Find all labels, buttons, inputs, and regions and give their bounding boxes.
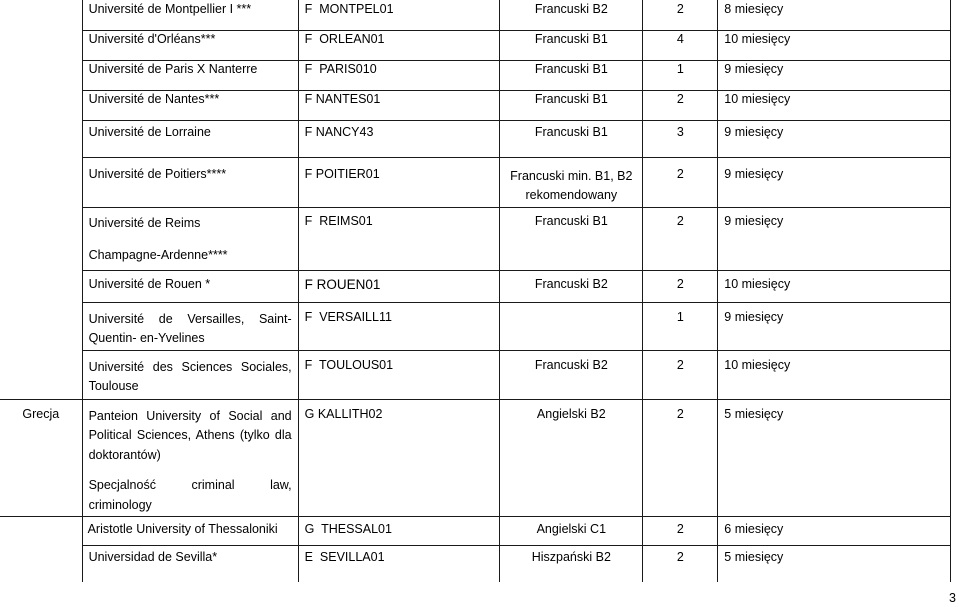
table-row xyxy=(0,30,951,60)
code-cell: F NANCY43 xyxy=(298,120,500,157)
country-cell xyxy=(0,516,82,545)
country-cell xyxy=(0,157,82,207)
university-line: Université des Sciences Sociales, xyxy=(88,359,292,374)
duration-cell: 9 miesięcy xyxy=(718,120,951,157)
places-cell: 2 xyxy=(643,0,718,30)
language-cell: Francuski B2 xyxy=(500,270,643,302)
country-cell: Grecja xyxy=(0,399,82,516)
language-cell: Francuski B2 xyxy=(500,0,643,30)
university-cell xyxy=(82,207,298,270)
page-number: 3 xyxy=(949,591,956,605)
country-cell xyxy=(0,207,82,270)
places-cell: 1 xyxy=(643,302,718,350)
places-cell: 2 xyxy=(643,157,718,207)
language-line: Francuski min. B1, B2 xyxy=(510,168,633,183)
code-cell: F ROUEN01 xyxy=(298,270,500,302)
duration-cell: 9 miesięcy xyxy=(718,157,951,207)
table-row xyxy=(0,0,951,30)
code-cell: F PARIS010 xyxy=(298,60,500,90)
country-cell xyxy=(0,60,82,90)
university-cell xyxy=(82,302,298,350)
table-row xyxy=(0,207,951,270)
language-line: rekomendowany xyxy=(525,187,618,202)
places-cell: 2 xyxy=(643,399,718,516)
university-cell: Université de Paris X Nanterre xyxy=(82,60,298,90)
duration-cell: 10 miesięcy xyxy=(718,350,951,399)
code-cell: G THESSAL01 xyxy=(298,516,500,545)
duration-cell: 5 miesięcy xyxy=(718,545,951,582)
university-cell: Universidad de Sevilla* xyxy=(82,545,298,582)
table-row xyxy=(0,302,951,350)
university-cell: Université de Lorraine xyxy=(82,120,298,157)
places-cell: 2 xyxy=(643,270,718,302)
language-cell xyxy=(500,157,643,207)
places-cell: 2 xyxy=(643,350,718,399)
code-cell: F NANTES01 xyxy=(298,90,500,120)
table-row xyxy=(0,545,951,582)
code-cell: F TOULOUS01 xyxy=(298,350,500,399)
code-cell: F MONTPEL01 xyxy=(298,0,500,30)
language-cell: Francuski B2 xyxy=(500,350,643,399)
duration-cell: 9 miesięcy xyxy=(718,207,951,270)
places-cell: 4 xyxy=(643,30,718,60)
code-cell: F POITIER01 xyxy=(298,157,500,207)
code-cell: F REIMS01 xyxy=(298,207,500,270)
country-cell xyxy=(0,350,82,399)
duration-cell: 9 miesięcy xyxy=(718,60,951,90)
table-row xyxy=(0,350,951,399)
code-cell: F VERSAILL11 xyxy=(298,302,500,350)
language-cell: Hiszpański B2 xyxy=(500,545,643,582)
university-line: Toulouse xyxy=(88,378,139,393)
specialty-note: criminology xyxy=(88,497,152,512)
places-cell: 2 xyxy=(643,545,718,582)
code-cell: G KALLITH02 xyxy=(298,399,500,516)
country-cell xyxy=(0,90,82,120)
university-line: doktorantów) xyxy=(88,447,161,462)
specialty-note: Specjalność criminal law, xyxy=(88,478,292,492)
university-line: Quentin- en-Yvelines xyxy=(88,330,205,345)
table-row xyxy=(0,60,951,90)
country-cell xyxy=(0,0,82,30)
language-cell: Francuski B1 xyxy=(500,120,643,157)
language-cell: Angielski B2 xyxy=(500,399,643,516)
university-line: Panteion University of Social and xyxy=(88,408,292,423)
places-cell: 3 xyxy=(643,120,718,157)
table-row xyxy=(0,516,951,545)
university-cell: Aristotle University of Thessaloniki xyxy=(82,516,298,545)
university-line: Political Sciences, Athens (tylko dla xyxy=(88,428,292,442)
duration-cell: 10 miesięcy xyxy=(718,30,951,60)
language-cell: Francuski B1 xyxy=(500,60,643,90)
university-cell: Université de Rouen * xyxy=(82,270,298,302)
places-cell: 2 xyxy=(643,516,718,545)
university-cell: Université de Nantes*** xyxy=(82,90,298,120)
country-cell xyxy=(0,270,82,302)
university-line: Champagne-Ardenne**** xyxy=(88,247,228,262)
language-cell: Francuski B1 xyxy=(500,207,643,270)
duration-cell: 8 miesięcy xyxy=(718,0,951,30)
duration-cell: 6 miesięcy xyxy=(718,516,951,545)
table-row xyxy=(0,157,951,207)
places-cell: 2 xyxy=(643,207,718,270)
duration-cell: 10 miesięcy xyxy=(718,90,951,120)
language-cell: Francuski B1 xyxy=(500,30,643,60)
language-cell: Francuski B1 xyxy=(500,90,643,120)
places-cell: 2 xyxy=(643,90,718,120)
duration-cell: 5 miesięcy xyxy=(718,399,951,516)
country-cell xyxy=(0,302,82,350)
country-cell xyxy=(0,545,82,582)
table-row xyxy=(0,270,951,302)
duration-cell: 10 miesięcy xyxy=(718,270,951,302)
places-cell: 1 xyxy=(643,60,718,90)
code-cell: E SEVILLA01 xyxy=(298,545,500,582)
language-cell xyxy=(500,302,643,350)
university-cell: Université de Montpellier I *** xyxy=(82,0,298,30)
language-cell: Angielski C1 xyxy=(500,516,643,545)
university-cell: Université de Poitiers**** xyxy=(82,157,298,207)
university-cell xyxy=(82,350,298,399)
duration-cell: 9 miesięcy xyxy=(718,302,951,350)
university-cell xyxy=(82,399,298,516)
country-cell xyxy=(0,30,82,60)
university-line: Université de Reims xyxy=(88,215,201,230)
table-row xyxy=(0,120,951,157)
table-row xyxy=(0,90,951,120)
table-row xyxy=(0,399,951,516)
university-line: Université de Versailles, Saint- xyxy=(88,311,292,326)
country-cell xyxy=(0,120,82,157)
code-cell: F ORLEAN01 xyxy=(298,30,500,60)
university-cell: Université d'Orléans*** xyxy=(82,30,298,60)
